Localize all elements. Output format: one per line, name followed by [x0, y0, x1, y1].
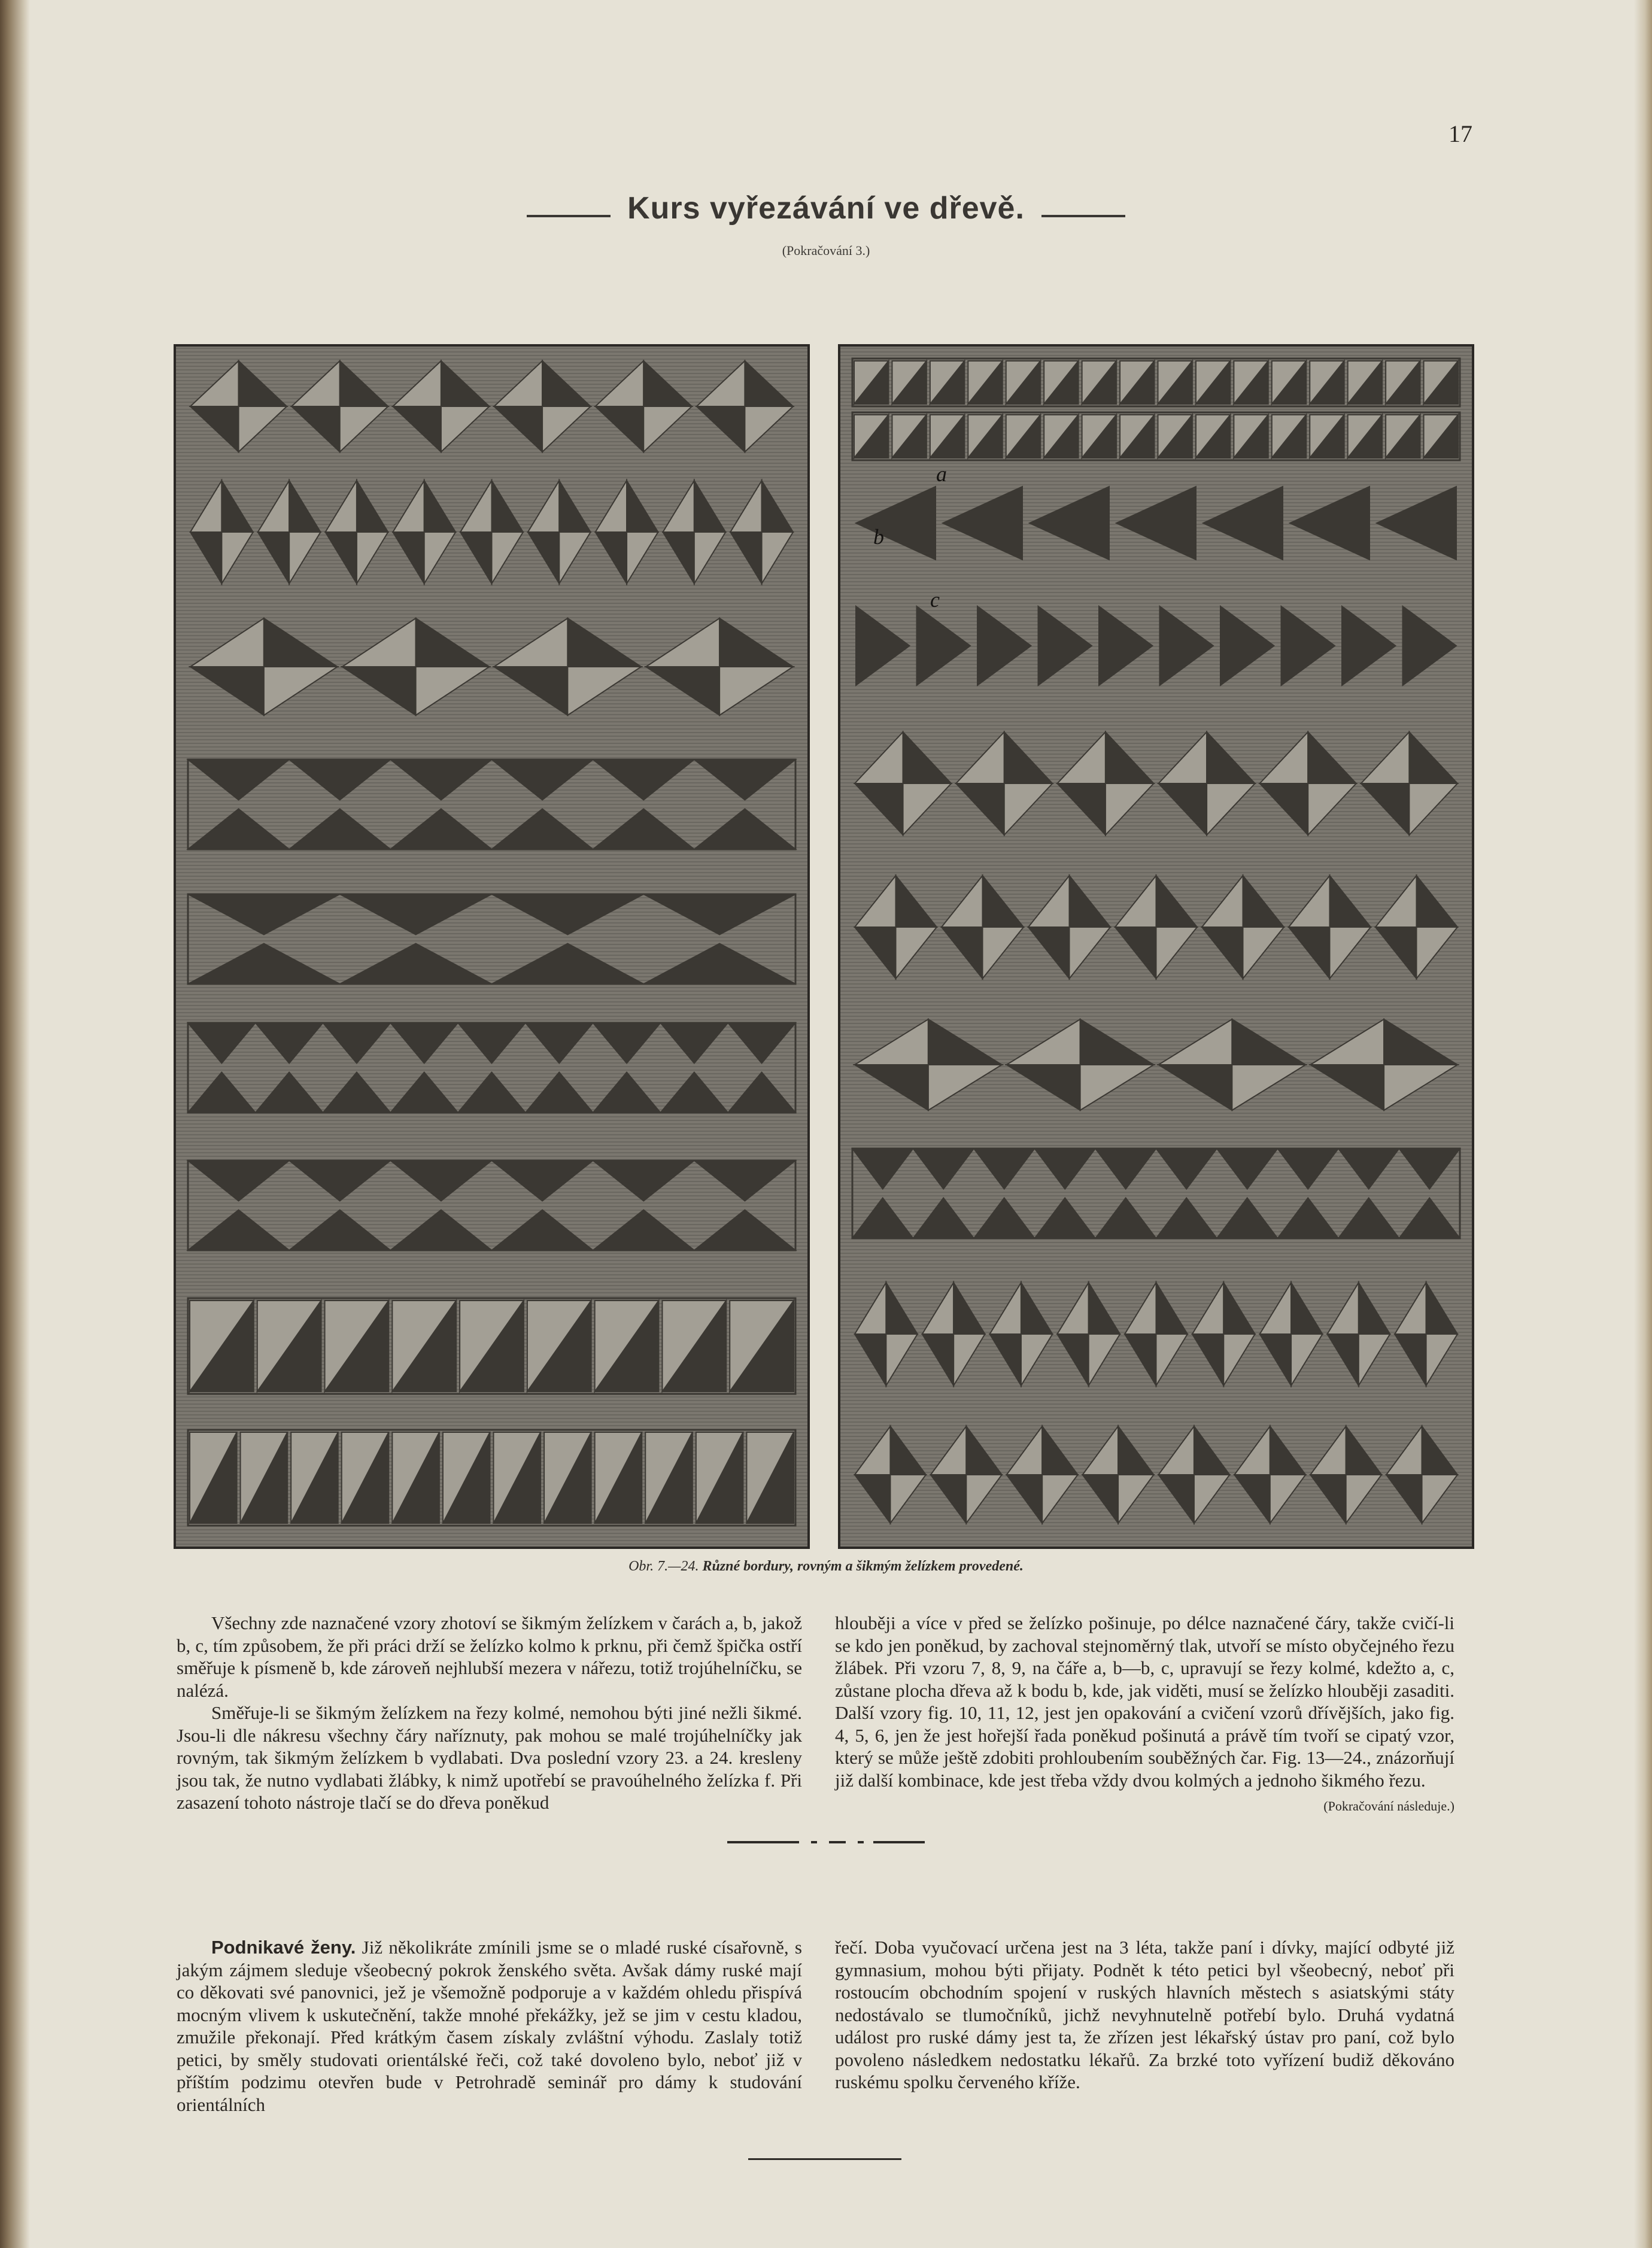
construction-label: b	[873, 525, 884, 549]
news-column-left	[177, 1936, 802, 2116]
page-subtitle: (Pokračování 3.)	[782, 243, 870, 258]
figure-caption	[0, 1559, 1652, 1575]
news-paragraph	[177, 1936, 802, 2116]
carving-patterns-left	[176, 347, 807, 1547]
page-binding-edge	[0, 0, 30, 2248]
page-number: 17	[1448, 120, 1472, 147]
construction-label: c	[930, 588, 940, 612]
news-column-right	[835, 1936, 1454, 2094]
article-column-left	[177, 1612, 802, 1814]
section-divider-ornament	[727, 1836, 925, 1848]
bottom-rule	[748, 2158, 901, 2160]
title-rule-left	[527, 215, 611, 217]
article-paragraph: hlouběji a více v před se želízko pošinuje, po délce naznačené čáry, takže cvičí-li se kdo jen poněkud, by zachoval stejnoměrný tlak, utvoří se místo obyčejného řezu žlábek. Při vzoru 7, 8, 9, na čáře a, b—b, c, upravují se řezy kolmé, kdežto a, c, zůstane plocha dřeva až k bodu b, kde, jak viděti, musí se želízko hlouběji zasaditi. Další vzory fig. 10, 11, 12, jest jen opakování a cvičení vzorů dřívějších, jako fig. 4, 5, 6, jen že jest hořejší řada poněkud pošinutá a právě tím tvoří se cipatý vzor, který se může ještě zdobiti prohloubením souběžných čar. Fig. 13—24., znázorňují již další kombinace, kde jest třeba vždy dvou kolmých a jednoho šikmého řezu.	[835, 1612, 1454, 1791]
page-title: Kurs vyřezávání ve dřevě.	[627, 191, 1025, 226]
article-paragraph: Směřuje-li se šikmým želízkem na řezy kolmé, nemohou býti jiné nežli šikmé. Jsou-li dle nákresu všechny čáry naříznuty, pak mohou se malé trojúhelníčky jak rovným, tak šikmým želízkem b vydlabati. Dva poslední vzory 23. a 24. kresleny jsou tak, že nutno vydlabati žlábky, k nimž upotřebí se pravoúhelného želízka f. Při zasazení tohoto nástroje tlačí se do dřeva poněkud	[177, 1702, 802, 1813]
construction-label: a	[936, 462, 947, 486]
carving-plate-left	[174, 344, 810, 1549]
news-lead: Podnikavé ženy.	[211, 1937, 356, 1958]
continuation-note: (Pokračování následuje.)	[1323, 1799, 1454, 1813]
title-row	[0, 190, 1652, 226]
news-text-left: Již několikráte zmínili jsme se o mladé ruské císařovně, s jakým zájmem sleduje všeobecný pokrok ženského světa. Avšak dámy ruské mají co děkovati své panovnici, jež je všemožně podporuje a v každém ohledu přispívá mocným vlivem k uskutečnění, takže mnohé překážky, jež se jim v cestu kladou, zmužile překonají. Před krátkým časem získaly zvláštní výhodu. Zaslaly totiž petici, by směly studovati orientálské řeči, což také dovoleno bylo, neboť již v příštím podzimu otevřen bude v Petrohradě seminář pro dámy k studování orientálních	[177, 1937, 803, 2115]
figure-caption-prefix: Obr. 7.—24.	[628, 1559, 699, 1574]
title-rule-right	[1041, 215, 1125, 217]
figure-caption-text: Různé bordury, rovným a šikmým želízkem provedené.	[702, 1559, 1024, 1574]
page-right-edge	[1634, 0, 1652, 2248]
carving-plate-right	[838, 344, 1474, 1549]
news-paragraph: řečí. Doba vyučovací určena jest na 3 léta, takže paní i dívky, mající odbyté již gymnasium, mohou býti přijaty. Podnět k této petici byl všeobecný, neboť při rostoucím obchodním spojení v ruských hlavních městech s asiatskými státy nedostávalo se tlumočníků, jichž nevyhnutelně potřebí bylo. Druhá vydatná událost pro ruské dámy jest ta, že zřízen jest lékařský ústav pro paní, což bylo povoleno následkem nedostatku lékařů. Za brzké toto vyřízení budiž děkováno ruskému spolku červeného kříže.	[835, 1937, 1454, 2092]
carving-patterns-right	[840, 347, 1472, 1547]
article-paragraph: Všechny zde naznačené vzory zhotoví se šikmým želízkem v čarách a, b, jakož b, c, tím způsobem, že při práci drží se želízko kolmo k prknu, při čemž špička ostří směřuje k písmeně b, kde zároveň nejhlubší mezera v nářezu, totiž trojúhelníčku, se nalézá.	[177, 1612, 802, 1701]
article-column-right	[835, 1612, 1454, 1818]
